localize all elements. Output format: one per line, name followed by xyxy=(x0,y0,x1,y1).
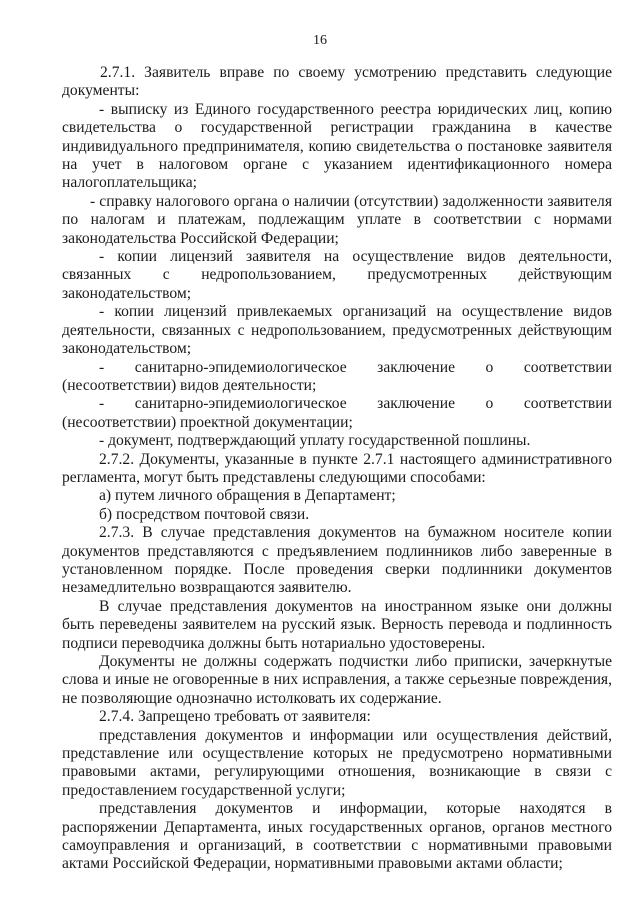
document-body xyxy=(62,64,612,874)
paragraph-2-7-2: 2.7.2. Документы, указанные в пункте 2.7.1 настоящего административного регламента, могут быть представлены следующими способами: xyxy=(62,450,612,486)
paragraph-2-7-4: 2.7.4. Запрещено требовать от заявителя: xyxy=(99,708,371,726)
paragraph-prohibited-info: представления документов и информации, которые находятся в распоряжении Департамента, иных государственных органов, органов местного самоуправления и организаций, в соответствии с нормативными правовыми актами Российской Федерации, нормативными правовыми актами области; xyxy=(62,800,612,873)
paragraph-prohibited-documents: представления документов и информации или осуществления действий, представление или осуществление которых не предусмотрено нормативными правовыми актами, регулирующими отношения, возникающие в связи с предоставлением государственной услуги; xyxy=(62,726,612,799)
paragraph-2-7-1: 2.7.1. Заявитель вправе по своему усмотрению представить следующие документы: xyxy=(62,64,612,100)
list-item-postal: б) посредством почтовой связи. xyxy=(99,505,310,523)
page-number: 16 xyxy=(313,33,327,48)
paragraph-foreign-language: В случае представления документов на иностранном языке они должны быть переведены заявителем на русский язык. Верность перевода и подлинность подписи переводчика должны быть нотариально удостоверены. xyxy=(62,597,612,652)
paragraph-2-7-3: 2.7.3. В случае представления документов на бумажном носителе копии документов представляются с предъявлением подлинников либо заверенные в установленном порядке. После проведения сверки подлинники документов незамедлительно возвращаются заявителю. xyxy=(62,524,612,597)
list-item-sanitary-project: - санитарно-эпидемиологическое заключение о соответствии (несоответствии) проектной документации; xyxy=(62,395,612,431)
list-item-egrul-extract: - выписку из Единого государственного реестра юридических лиц, копию свидетельства о государственной регистрации гражданина в качестве индивидуального предпринимателя, копию свидетельства о постановке заявителя на учет в налоговом органе с указанием идентификационного номера налогоплательщика; xyxy=(62,100,612,192)
list-item-applicant-licenses: - копии лицензий заявителя на осуществление видов деятельности, связанных с недропользованием, предусмотренных действующим законодательством; xyxy=(62,248,612,302)
paragraph-no-corrections: Документы не должны содержать подчистки либо приписки, зачеркнутые слова и иные не оговоренные в них исправления, а также серьезные повреждения, не позволяющие однозначно истолковать их содержание. xyxy=(62,653,612,707)
list-item-personal-visit: а) путем личного обращения в Департамент; xyxy=(99,487,396,505)
list-item-state-fee: - документ, подтверждающий уплату государственной пошлины. xyxy=(99,432,531,450)
list-item-contractor-licenses: - копии лицензий привлекаемых организаций на осуществление видов деятельности, связанных с недропользованием, предусмотренных действующим законодательством; xyxy=(62,303,612,358)
list-item-tax-certificate: - справку налогового органа о наличии (отсутствии) задолженности заявителя по налогам и платежам, подлежащим уплате в соответствии с нормами законодательства Российской Федерации; xyxy=(62,192,612,247)
list-item-sanitary-activities: - санитарно-эпидемиологическое заключение о соответствии (несоответствии) видов деятельности; xyxy=(62,358,612,394)
